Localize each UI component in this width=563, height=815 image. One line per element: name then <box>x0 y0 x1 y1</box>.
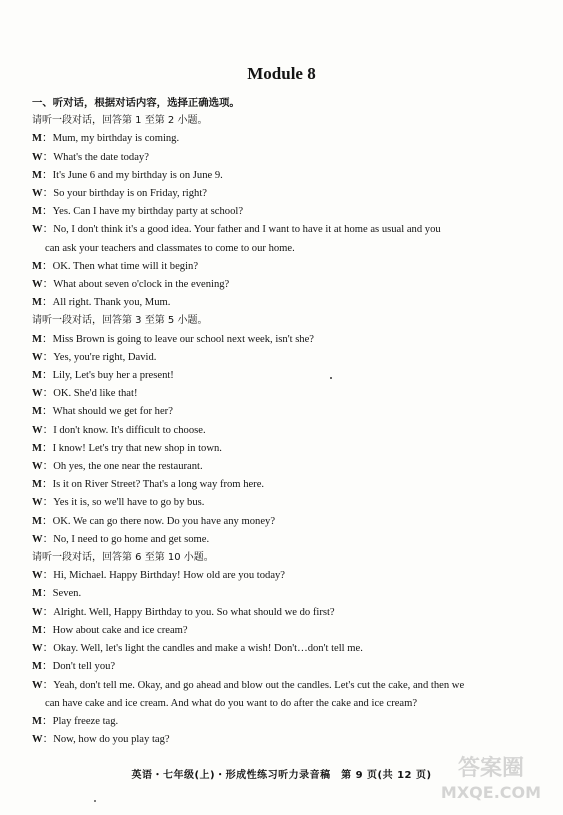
speaker-colon: ： <box>42 206 53 218</box>
speaker-label: W <box>32 351 43 363</box>
dialog-line <box>32 185 547 203</box>
speaker-colon: ： <box>42 133 53 145</box>
speaker-label: M <box>32 333 42 345</box>
svg-text:答案圈: 答案圈 <box>457 756 525 781</box>
dialog-line <box>32 604 547 622</box>
speaker-colon: ： <box>42 479 53 491</box>
speaker-label: W <box>32 679 43 691</box>
speaker-label: M <box>32 370 42 382</box>
speaker-colon: ： <box>42 388 54 400</box>
speaker-label: W <box>32 734 43 746</box>
speaker-colon: ： <box>42 734 54 746</box>
speaker-colon: ： <box>42 297 53 309</box>
speaker-colon: ： <box>42 442 53 454</box>
dialog-text: Now, how do you play tag? <box>53 734 170 746</box>
speaker-label: M <box>32 479 42 491</box>
dialog-text: How about cake and ice cream? <box>52 624 188 636</box>
speaker-colon: ： <box>42 533 54 545</box>
speaker-colon: ： <box>42 661 53 673</box>
dialog-line <box>32 221 547 239</box>
svg-text:MXQE.COM: MXQE.COM <box>440 783 542 802</box>
dialog-line <box>32 440 547 458</box>
dialog-text: I know! Let's try that new shop in town. <box>52 442 222 454</box>
dialog-line <box>32 258 547 276</box>
speaker-colon: ： <box>42 679 54 691</box>
speaker-label: M <box>32 260 42 272</box>
dialog-line <box>32 349 547 367</box>
dialog-line <box>32 203 547 221</box>
speaker-colon: ： <box>42 715 53 727</box>
dialog-text: So your birthday is on Friday, right? <box>53 188 207 200</box>
dialog-text: Hi, Michael. Happy Birthday! How old are you today? <box>53 570 286 582</box>
dialog-text: Yeah, don't tell me. Okay, and go ahead and blow out the candles. Let's cut the cake, and then we <box>53 679 465 691</box>
dialog-text: Oh yes, the one near the restaurant. <box>53 461 203 473</box>
dialog-text: Okay. Well, let's light the candles and make a wish! Don't…don't tell me. <box>53 643 363 655</box>
dialog-line <box>32 476 547 494</box>
section-heading: 一、听对话，根据对话内容，选择正确选项。 <box>32 97 240 109</box>
dialog-text: All right. Thank you, Mum. <box>52 297 171 309</box>
speaker-label: M <box>32 588 42 600</box>
speaker-label: M <box>32 206 42 218</box>
dialog-line <box>32 294 547 312</box>
speaker-colon: ： <box>42 224 54 236</box>
dialog-line <box>32 731 547 749</box>
dialog-text: Lily, Let's buy her a present! <box>52 370 174 382</box>
instruction-line: 请听一段对话，回答第 1 至第 2 小题。 <box>32 115 208 127</box>
speaker-colon: ： <box>42 624 53 636</box>
dialog-line <box>32 585 547 603</box>
dialog-text: No, I need to go home and get some. <box>53 533 210 545</box>
speaker-label: W <box>32 151 43 163</box>
dialog-line <box>32 403 547 421</box>
speaker-label: W <box>32 606 43 618</box>
speaker-colon: ： <box>42 515 53 527</box>
dialog-text: OK. We can go there now. Do you have any money? <box>52 515 276 527</box>
dialog-text: What about seven o'clock in the evening? <box>53 279 230 291</box>
speaker-label: M <box>32 406 42 418</box>
dialog-text: I don't know. It's difficult to choose. <box>53 424 206 436</box>
page-title: Module 8 <box>247 64 316 83</box>
dialog-line <box>32 622 547 640</box>
speaker-colon: ： <box>42 424 54 436</box>
speaker-label: M <box>32 715 42 727</box>
instruction-line: 请听一段对话，回答第 6 至第 10 小题。 <box>32 552 214 564</box>
dialog-line <box>32 677 547 695</box>
speaker-label: W <box>32 279 43 291</box>
dialog-text: Play freeze tag. <box>52 715 119 727</box>
dialog-line <box>32 149 547 167</box>
page-footer: 英语・七年级(上)・形成性练习听力录音稿 第 9 页(共 12 页) <box>131 770 432 781</box>
speaker-colon: ： <box>42 333 53 345</box>
speaker-label: M <box>32 661 42 673</box>
dialog-line <box>32 167 547 185</box>
speaker-colon: ： <box>42 279 54 291</box>
speaker-label: W <box>32 461 43 473</box>
speaker-colon: ： <box>42 497 54 509</box>
speaker-label: M <box>32 169 42 181</box>
transcript <box>32 94 547 749</box>
dialog-line <box>32 422 547 440</box>
dialog-text: Yes it is, so we'll have to go by bus. <box>53 497 205 509</box>
dialog-text: No, I don't think it's a good idea. Your father and I want to have it at home as usual and you <box>53 224 441 236</box>
dialog-line <box>32 367 547 385</box>
dialog-text: It's June 6 and my birthday is on June 9. <box>52 169 223 181</box>
dialog-text: What's the date today? <box>53 151 149 163</box>
speaker-label: W <box>32 224 43 236</box>
dialog-continuation: can ask your teachers and classmates to come to our home. <box>45 242 295 254</box>
dialog-text: What should we get for her? <box>52 406 173 418</box>
stray-mark <box>330 377 332 379</box>
dialog-text: Is it on River Street? That's a long way from here. <box>52 479 265 491</box>
speaker-colon: ： <box>42 370 53 382</box>
speaker-colon: ： <box>42 169 53 181</box>
dialog-line <box>32 331 547 349</box>
speaker-colon: ： <box>42 406 53 418</box>
dialog-line <box>32 458 547 476</box>
speaker-colon: ： <box>42 606 54 618</box>
dialog-line <box>32 494 547 512</box>
speaker-colon: ： <box>42 151 54 163</box>
dialog-continuation: can have cake and ice cream. And what do you want to do after the cake and ice cream? <box>45 697 418 709</box>
watermark-logo <box>431 749 551 805</box>
speaker-colon: ： <box>42 461 54 473</box>
speaker-label: W <box>32 424 43 436</box>
speaker-label: M <box>32 515 42 527</box>
speaker-label: M <box>32 442 42 454</box>
speaker-colon: ： <box>42 570 54 582</box>
dialog-line <box>32 513 547 531</box>
instruction-line: 请听一段对话，回答第 3 至第 5 小题。 <box>32 315 208 327</box>
dialog-text: OK. She'd like that! <box>53 388 138 400</box>
dialog-line <box>32 567 547 585</box>
speaker-label: M <box>32 624 42 636</box>
speaker-label: W <box>32 188 43 200</box>
dialog-text: Yes. Can I have my birthday party at school? <box>52 206 244 218</box>
dialog-text: Alright. Well, Happy Birthday to you. So what should we do first? <box>53 606 335 618</box>
speaker-colon: ： <box>42 351 54 363</box>
speaker-label: W <box>32 388 43 400</box>
speaker-label: W <box>32 533 43 545</box>
stray-mark <box>94 800 96 802</box>
dialog-text: Yes, you're right, David. <box>53 351 157 363</box>
dialog-line <box>32 385 547 403</box>
dialog-line <box>32 276 547 294</box>
speaker-colon: ： <box>42 260 53 272</box>
speaker-label: W <box>32 497 43 509</box>
speaker-label: W <box>32 643 43 655</box>
speaker-colon: ： <box>42 188 54 200</box>
speaker-label: M <box>32 133 42 145</box>
speaker-colon: ： <box>42 643 54 655</box>
dialog-line <box>32 531 547 549</box>
dialog-text: Seven. <box>52 588 82 600</box>
dialog-line <box>32 640 547 658</box>
speaker-label: W <box>32 570 43 582</box>
speaker-colon: ： <box>42 588 53 600</box>
speaker-label: M <box>32 297 42 309</box>
dialog-line <box>32 130 547 148</box>
dialog-text: Miss Brown is going to leave our school next week, isn't she? <box>52 333 315 345</box>
dialog-text: Mum, my birthday is coming. <box>52 133 180 145</box>
dialog-line <box>32 713 547 731</box>
dialog-text: OK. Then what time will it begin? <box>52 260 199 272</box>
dialog-line <box>32 658 547 676</box>
dialog-text: Don't tell you? <box>52 661 116 673</box>
